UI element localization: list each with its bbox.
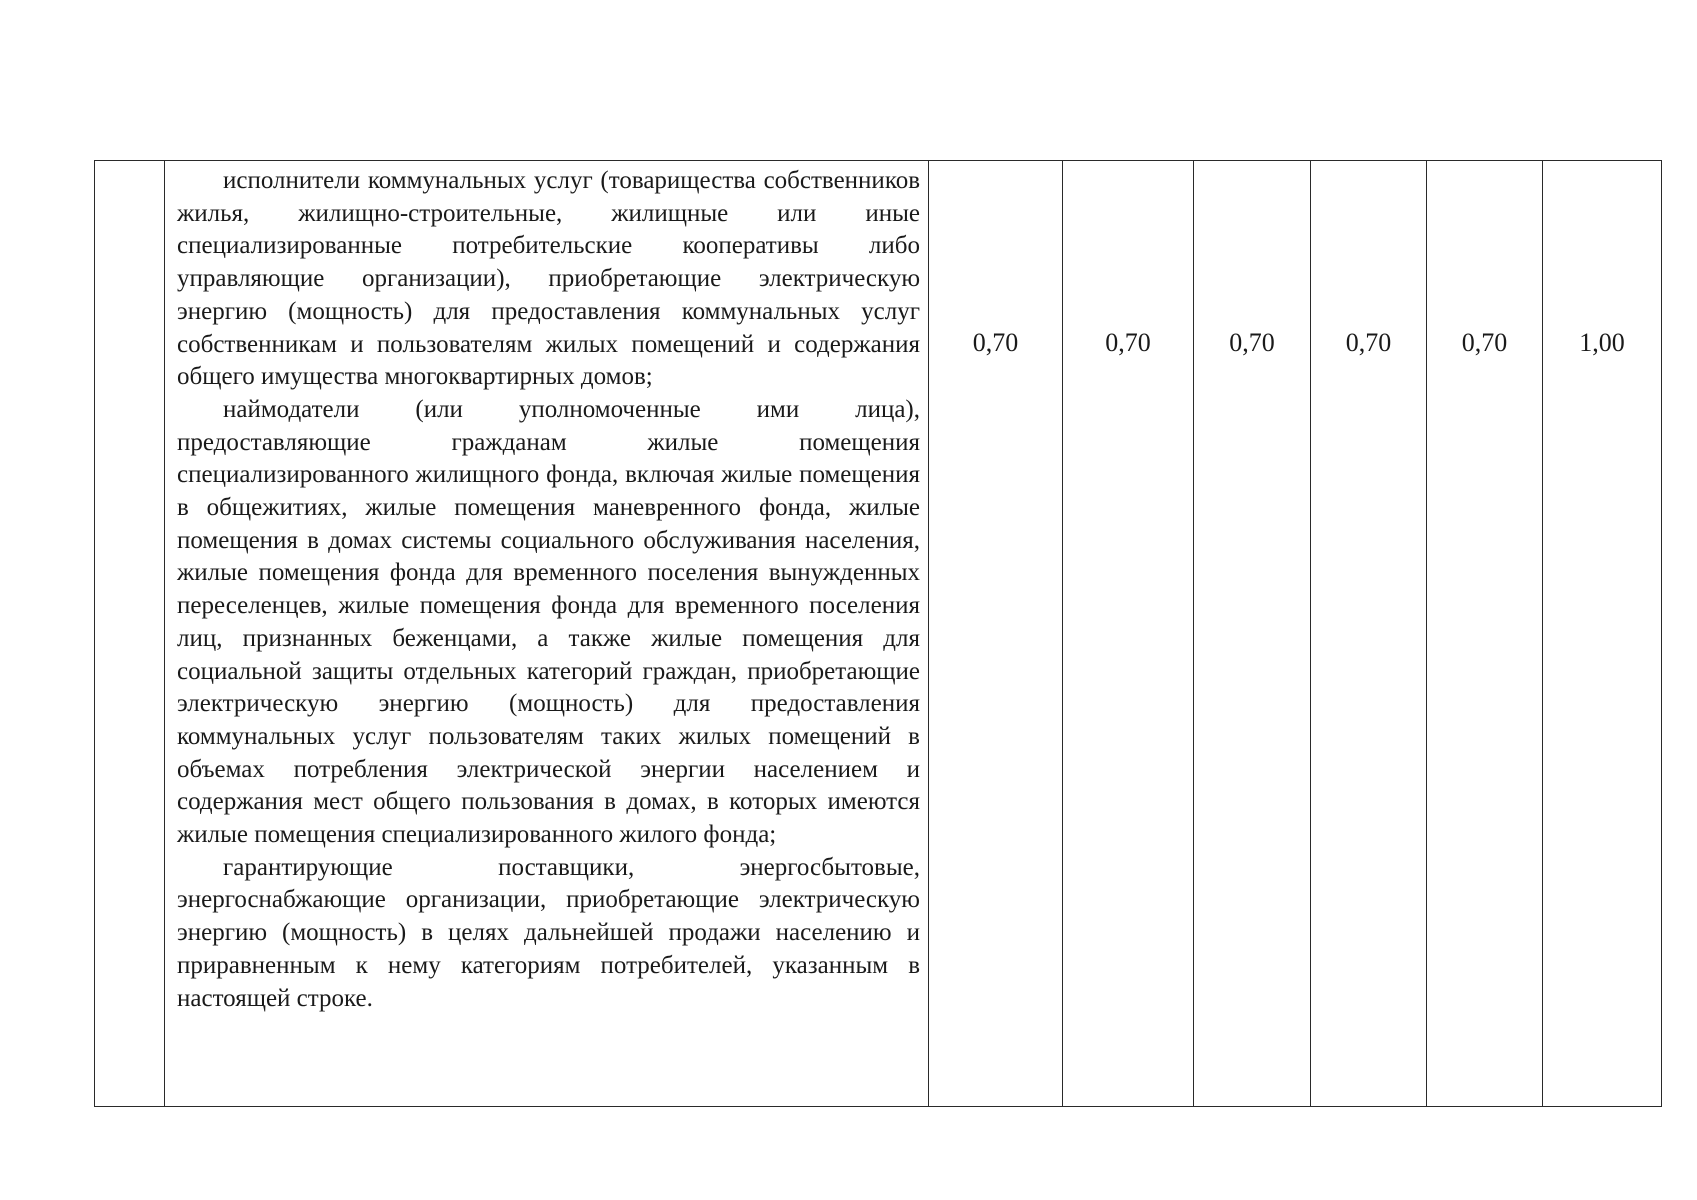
consumer-category-description <box>165 161 928 1015</box>
consumer-category-cell <box>165 161 929 1107</box>
coefficient-value-1: 0,70 <box>972 328 1019 357</box>
coefficient-cell-6 <box>1543 161 1662 1107</box>
paragraph-landlords: наймодатели (или уполномоченные ими лица), предоставляющие гражданам жилые помещения специализированного жилищного фонда, включая жилые помещения в общежитиях, жилые помещения маневренного фонда, жилые помещения в домах системы социального обслуживания населения, жилые помещения фонда для временного поселения вынужденных переселенцев, жилые помещения фонда для временного поселения лиц, признанных беженцами, а также жилые помещения для социальной защиты отдельных категорий граждан, приобретающие электрическую энергию (мощность) для предоставления коммунальных услуг пользователям таких жилых помещений в объемах потребления электрической энергии населением и содержания мест общего пользования в домах, в которых имеются жилые помещения специализированного жилого фонда; <box>177 395 920 849</box>
coefficient-cell-4 <box>1311 161 1427 1107</box>
paragraph-utility-providers: исполнители коммунальных услуг (товарищества собственников жилья, жилищно-строительные, жилищные или иные специализированные потребительские кооперативы либо управляющие организации), приобретающие электрическую энергию (мощность) для предоставления коммунальных услуг собственникам и пользователям жилых помещений и содержания общего имущества многоквартирных домов; <box>177 167 920 391</box>
coefficient-cell-3 <box>1194 161 1311 1107</box>
coefficient-value-4: 0,70 <box>1345 328 1392 357</box>
coefficient-value-5: 0,70 <box>1461 328 1508 357</box>
coefficient-value-2: 0,70 <box>1105 328 1151 357</box>
tariff-coefficient-table <box>94 160 1662 1107</box>
coefficient-value-3: 0,70 <box>1229 328 1275 357</box>
coefficient-cell-1 <box>929 161 1063 1107</box>
coefficient-value-6: 1,00 <box>1579 328 1625 357</box>
coefficient-cell-5 <box>1427 161 1543 1107</box>
table-row <box>95 161 1662 1107</box>
row-number-cell <box>95 161 165 1107</box>
coefficient-cell-2 <box>1063 161 1194 1107</box>
paragraph-suppliers: гарантирующие поставщики, энергосбытовые, энергоснабжающие организации, приобретающие электрическую энергию (мощность) в целях дальнейшей продажи населению и приравненным к нему категориям потребителей, указанным в настоящей строке. <box>177 853 920 1012</box>
